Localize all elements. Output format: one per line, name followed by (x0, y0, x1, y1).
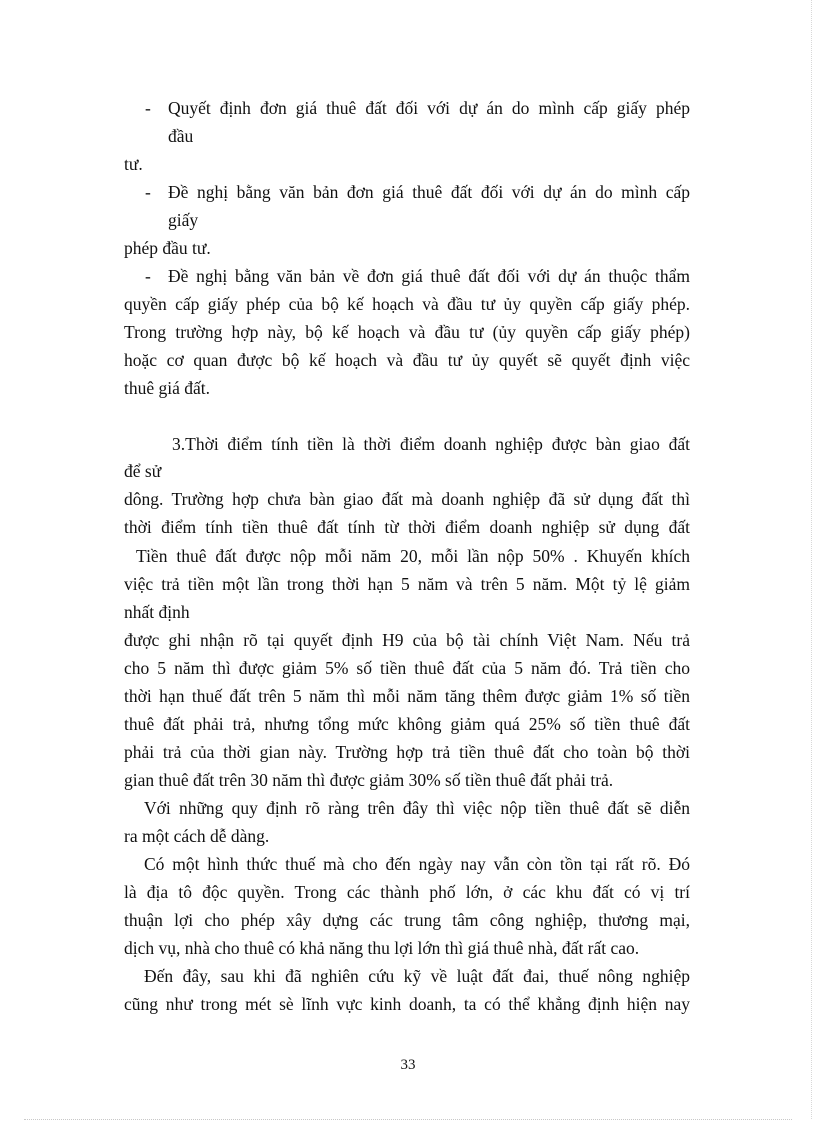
conclusion-line-1: Đến đây, sau khi đã nghiên cứu kỹ về luật đất đai, thuế nông nghiệp (144, 966, 690, 986)
bullet-dash: - (145, 98, 151, 118)
bullet-2-continuation: phép đầu tư. (124, 238, 211, 258)
page-right-border (811, 0, 812, 1119)
bullet-1-continuation: tư. (124, 154, 143, 174)
section-3-line-2: để sử (124, 461, 162, 481)
bullet-3-line-4: hoặc cơ quan được bộ kế hoạch và đầu tư ủy quyết sẽ quyết định việc (124, 350, 690, 370)
section-3-line-3: dông. Trường hợp chưa bàn giao đất mà doanh nghiệp đã sử dụng đất thì (124, 489, 690, 509)
bullet-3-line-3: Trong trường hợp này, bộ kế hoạch và đầu tư (ủy quyền cấp giấy phép) (124, 322, 690, 342)
payment-line-3: nhất định (124, 602, 190, 622)
bullet-2-line-1: Đề nghị bằng văn bản đơn giá thuê đất đối với dự án do mình cấp (168, 182, 690, 202)
bullet-3-line-2: quyền cấp giấy phép của bộ kế hoạch và đầu tư ủy quyền cấp giấy phép. (124, 294, 690, 314)
rent-line-2: là địa tô độc quyền. Trong các thành phố lớn, ở các khu đất có vị trí (124, 882, 690, 902)
section-3-line-4: thời điểm tính tiền thuê đất tính từ thời điểm doanh nghiệp sử dụng đất (124, 517, 690, 537)
payment-line-2: việc trả tiền một lần trong thời hạn 5 năm và trên 5 năm. Một tỷ lệ giảm (124, 574, 690, 594)
bullet-3-line-1: Đề nghị bằng văn bản về đơn giá thuê đất đối với dự án thuộc thẩm (168, 266, 690, 286)
payment-line-9: gian thuê đất trên 30 năm thì được giảm 30% số tiền thuê đất phải trả. (124, 770, 614, 790)
payment-line-4: được ghi nhận rõ tại quyết định H9 của bộ tài chính Việt Nam. Nếu trả (124, 630, 690, 650)
bullet-dash: - (145, 266, 151, 286)
bullet-1-line-2: đầu (168, 126, 194, 146)
payment-line-5: cho 5 năm thì được giảm 5% số tiền thuê đất của 5 năm đó. Trả tiền cho (124, 658, 690, 678)
bullet-3-line-5: thuê giá đất. (124, 378, 211, 398)
rent-line-1: Có một hình thức thuế mà cho đến ngày nay vẫn còn tồn tại rất rõ. Đó (144, 854, 690, 874)
payment-line-8: phải trả của thời gian này. Trường hợp trả tiền thuê đất cho toàn bộ thời (124, 742, 690, 762)
payment-line-1: Tiền thuê đất được nộp mỗi năm 20, mỗi lần nộp 50% . Khuyến khích (136, 546, 690, 566)
bullet-1-line-1: Quyết định đơn giá thuê đất đối với dự án do mình cấp giấy phép (168, 98, 690, 118)
conclusion-line-2: cũng như trong mét sè lĩnh vực kinh doanh, ta có thể khẳng định hiện nay (124, 994, 690, 1014)
clarity-line-1: Với những quy định rõ ràng trên đây thì việc nộp tiền thuê đất sẽ diễn (144, 798, 690, 818)
bullet-2-line-2: giấy (168, 210, 199, 230)
bullet-dash: - (145, 182, 151, 202)
payment-line-6: thời hạn thuế đất trên 5 năm thì mỗi năm tăng thêm được giảm 1% số tiền (124, 686, 690, 706)
section-3-line-1: 3.Thời điểm tính tiền là thời điểm doanh nghiệp được bàn giao đất (172, 434, 690, 454)
payment-line-7: thuê đất phải trả, nhưng tổng mức không giảm quá 25% số tiền thuê đất (124, 714, 690, 734)
clarity-line-2: ra một cách dễ dàng. (124, 826, 270, 846)
rent-line-4: dịch vụ, nhà cho thuê có khả năng thu lợi lớn thì giá thuê nhà, đất rất cao. (124, 938, 640, 958)
page-bottom-border (24, 1119, 792, 1120)
page-number: 33 (400, 1057, 416, 1073)
rent-line-3: thuận lợi cho phép xây dựng các trung tâm công nghiệp, thương mại, (124, 910, 690, 930)
